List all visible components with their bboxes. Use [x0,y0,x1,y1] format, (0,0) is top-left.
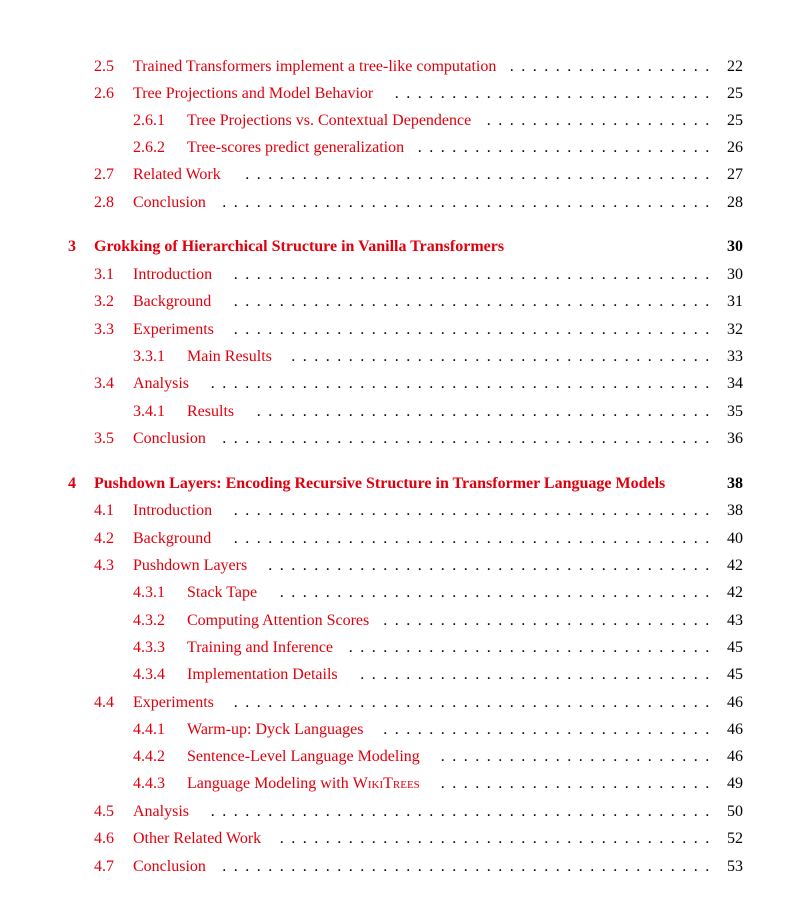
toc-leader-dots: . . . . . . . . . . . . . . . . . . . . . . . . . . . . . . . . . . . . . . . . . . . . [210,375,710,392]
toc-entry-number[interactable]: 3.1 [94,266,114,283]
toc-entry-number[interactable]: 3.2 [94,293,114,310]
toc-leader-dots: . . . . . . . . . . . . . . . . . . . . . . . . . . . . . . . . . . . . . . . . . . . [222,430,710,447]
toc-leader-dots: . . . . . . . . . . . . . . . . . . . . . . . . . . . . . . . . [348,639,710,656]
toc-entry-title[interactable]: Introduction [133,263,218,287]
toc-entry-page: 45 [727,639,743,656]
toc-entry[interactable] [0,472,809,496]
toc-leader-dots: . . . . . . . . . . . . . . . . . . . . . . . . [440,748,710,765]
toc-entry[interactable] [0,499,809,523]
toc-entry-page: 25 [727,112,743,129]
toc-entry[interactable] [0,400,809,424]
toc-entry[interactable] [0,372,809,396]
toc-leader-dots: . . . . . . . . . . . . . . . . . . . . . . . . . . . . . . . . . . . . . . . . . . [233,321,710,338]
toc-entry-title[interactable]: Introduction [133,499,218,523]
toc-entry-title[interactable]: Implementation Details [187,663,344,687]
toc-entry-page: 34 [727,375,743,392]
toc-leader-dots: . . . . . . . . . . . . . . . . . . . . . . . . . . . . . . . . . . . . . . [279,584,710,601]
toc-leader-dots: . . . . . . . . . . . . . . . . . . . . . . . . . . . . . . . [360,666,710,683]
toc-entry-title[interactable]: Results [187,400,240,424]
toc-entry-title[interactable]: Other Related Work [133,827,267,851]
toc-entry-page: 42 [727,557,743,574]
toc-entry-title[interactable]: Conclusion [133,427,212,451]
toc-entry-number[interactable]: 3.3 [94,321,114,338]
toc-entry-page: 33 [727,348,743,365]
toc-entry-number[interactable]: 4.3 [94,557,114,574]
toc-leader-dots: . . . . . . . . . . . . . . . . . . . . . . . . . . . . . . . . . . . . . . . . . . [233,266,710,283]
toc-leader-dots: . . . . . . . . . . . . . . . . . . . . . . . . . . . . . . . . . . . . . . . [268,557,710,574]
toc-entry-title[interactable]: Tree Projections vs. Contextual Dependence [187,109,477,133]
toc-leader-dots: . . . . . . . . . . . . . . . . . . . . . . . . . . [417,139,710,156]
toc-entry-title[interactable]: Conclusion [133,191,212,215]
toc-entry-page: 26 [727,139,743,156]
toc-entry-page: 46 [727,694,743,711]
toc-entry[interactable] [0,263,809,287]
toc-entry-title[interactable]: Stack Tape [187,581,263,605]
toc-leader-dots: . . . . . . . . . . . . . . . . . . . . . . . . . . . . . . . . . . . . . . . . . . [233,530,710,547]
toc-entry-title[interactable]: Computing Attention Scores [187,609,375,633]
toc-entry[interactable] [0,345,809,369]
toc-entry-page: 25 [727,85,743,102]
toc-entry-page: 50 [727,803,743,820]
toc-leader-dots: . . . . . . . . . . . . . . . . . . . . . . . . . . . . . . . . . . . . . . . . . . [233,694,710,711]
toc-entry[interactable] [0,191,809,215]
toc-entry[interactable] [0,800,809,824]
toc-entry-page: 38 [727,475,743,492]
toc-entry-page: 53 [727,858,743,875]
toc-entry[interactable] [0,109,809,133]
toc-entry-number[interactable]: 3.5 [94,430,114,447]
toc-leader-dots: . . . . . . . . . . . . . . . . . . . . . . . . . . . . . [383,721,710,738]
toc-entry-page: 46 [727,721,743,738]
toc-entry-number[interactable]: 2.6 [94,85,114,102]
toc-entry-page: 46 [727,748,743,765]
toc-entry[interactable] [0,827,809,851]
toc-entry[interactable] [0,55,809,79]
toc-entry-page: 36 [727,430,743,447]
toc-entry-title[interactable]: Experiments [133,318,220,342]
toc-entry-number[interactable]: 4.4.1 [133,721,165,738]
toc-leader-dots: . . . . . . . . . . . . . . . . . . . . . . . . . . . . . . . . . . . . . . . . . . [233,502,710,519]
toc-entry-title[interactable]: Background [133,527,217,551]
toc-entry-title[interactable]: Conclusion [133,855,212,879]
toc-leader-dots: . . . . . . . . . . . . . . . . . . . . [486,112,710,129]
toc-entry-number[interactable]: 2.8 [94,194,114,211]
toc-entry[interactable] [0,163,809,187]
toc-entry-number[interactable]: 4 [68,475,76,492]
toc-entry[interactable] [0,136,809,160]
toc-leader-dots: . . . . . . . . . . . . . . . . . . . . . . . . . . . . . . . . . . . . . . [279,830,710,847]
toc-leader-dots: . . . . . . . . . . . . . . . . . . . . . . . . . . . . . . . . . . . . . . . . . [245,166,710,183]
toc-entry[interactable] [0,318,809,342]
toc-entry-page: 52 [727,830,743,847]
toc-entry-page: 42 [727,584,743,601]
toc-entry[interactable] [0,663,809,687]
toc-entry-page: 27 [727,166,743,183]
toc-entry[interactable] [0,581,809,605]
toc-leader-dots: . . . . . . . . . . . . . . . . . . . . . . . . . . . . . . . . . . . . . [291,348,710,365]
toc-entry[interactable] [0,290,809,314]
toc-entry-number[interactable]: 2.6.2 [133,139,165,156]
toc-entry-title[interactable]: Tree-scores predict generalization [187,136,410,160]
toc-entry-number[interactable]: 4.6 [94,830,114,847]
toc-entry[interactable] [0,82,809,106]
toc-entry-number[interactable]: 4.4.3 [133,775,165,792]
toc-entry[interactable] [0,718,809,742]
toc-leader-dots: . . . . . . . . . . . . . . . . . . . . . . . . . . . . . . . . . . . . . . . . . . [233,293,710,310]
toc-entry-page: 43 [727,612,743,629]
toc-entry-title[interactable]: Warm-up: Dyck Languages [187,718,369,742]
toc-entry-number[interactable]: 4.4.2 [133,748,165,765]
toc-entry-number[interactable]: 4.4 [94,694,114,711]
toc-entry-page: 22 [727,58,743,75]
toc-entry-number[interactable]: 4.7 [94,858,114,875]
toc-leader-dots: . . . . . . . . . . . . . . . . . . . . . . . . . . . . . . . . . . . . . . . . [256,403,710,420]
toc-entry-page: 28 [727,194,743,211]
toc-entry-title[interactable]: Experiments [133,691,220,715]
toc-entry-title[interactable]: Related Work [133,163,227,187]
toc-entry-page: 32 [727,321,743,338]
toc-entry[interactable] [0,427,809,451]
toc-entry-number[interactable]: 2.5 [94,58,114,75]
toc-entry[interactable] [0,235,809,259]
toc-leader-dots: . . . . . . . . . . . . . . . . . . . . . . . . [440,775,710,792]
toc-entry-title[interactable]: Background [133,290,217,314]
toc-entry-title[interactable]: Sentence-Level Language Modeling [187,745,426,769]
toc-entry-number[interactable]: 3.3.1 [133,348,165,365]
toc-entry-page: 40 [727,530,743,547]
toc-entry-title[interactable]: Analysis [133,800,195,824]
toc-entry-title[interactable]: Training and Inference [187,636,339,660]
toc-entry[interactable] [0,527,809,551]
toc-entry-title[interactable]: Grokking of Hierarchical Structure in Vanilla Transformers [94,235,510,259]
toc-entry-number[interactable]: 4.3.2 [133,612,165,629]
toc-entry-number[interactable]: 4.3.3 [133,639,165,656]
toc-entry-number[interactable]: 4.3.1 [133,584,165,601]
toc-entry[interactable] [0,609,809,633]
toc-entry-title[interactable]: Tree Projections and Model Behavior [133,82,379,106]
toc-entry-number[interactable]: 4.3.4 [133,666,165,683]
toc-entry-number[interactable]: 4.5 [94,803,114,820]
toc-leader-dots: . . . . . . . . . . . . . . . . . . . . . . . . . . . . . [383,612,710,629]
toc-entry-page: 31 [727,293,743,310]
toc-entry[interactable] [0,636,809,660]
toc-entry[interactable] [0,554,809,578]
toc-entry-title[interactable]: Main Results [187,345,278,369]
toc-entry[interactable] [0,772,809,796]
toc-leader-dots: . . . . . . . . . . . . . . . . . . . . . . . . . . . . [394,85,710,102]
toc-entry-page: 49 [727,775,743,792]
toc-entry[interactable] [0,855,809,879]
toc-entry[interactable] [0,691,809,715]
toc-leader-dots: . . . . . . . . . . . . . . . . . . [509,58,710,75]
toc-leader-dots: . . . . . . . . . . . . . . . . . . . . . . . . . . . . . . . . . . . . . . . . . . . . [210,803,710,820]
toc-entry[interactable] [0,745,809,769]
toc-entry-number[interactable]: 4.2 [94,530,114,547]
toc-entry-number[interactable]: 2.6.1 [133,112,165,129]
toc-entry-page: 38 [727,502,743,519]
toc-leader-dots: . . . . . . . . . . . . . . . . . . . . . . . . . . . . . . . . . . . . . . . . . . . [222,194,710,211]
toc-entry-page: 45 [727,666,743,683]
toc-leader-dots: . . . . . . . . . . . . . . . . . . . . . . . . . . . . . . . . . . . . . . . . . . . [222,858,710,875]
toc-entry-number[interactable]: 3 [68,238,76,255]
toc-entry-title[interactable]: Trained Transformers implement a tree-like computation [133,55,502,79]
toc-entry-page: 35 [727,403,743,420]
toc-entry-title[interactable]: Pushdown Layers: Encoding Recursive Structure in Transformer Language Models [94,472,671,496]
toc-entry-number[interactable]: 3.4.1 [133,403,165,420]
toc-entry-number[interactable]: 4.1 [94,502,114,519]
toc-entry-page: 30 [727,266,743,283]
toc-entry-title[interactable]: Language Modeling with WikiTrees [187,772,426,796]
toc-entry-title[interactable]: Pushdown Layers [133,554,253,578]
toc-entry-title[interactable]: Analysis [133,372,195,396]
toc-entry-page: 30 [727,238,743,255]
toc-entry-number[interactable]: 2.7 [94,166,114,183]
toc-entry-number[interactable]: 3.4 [94,375,114,392]
